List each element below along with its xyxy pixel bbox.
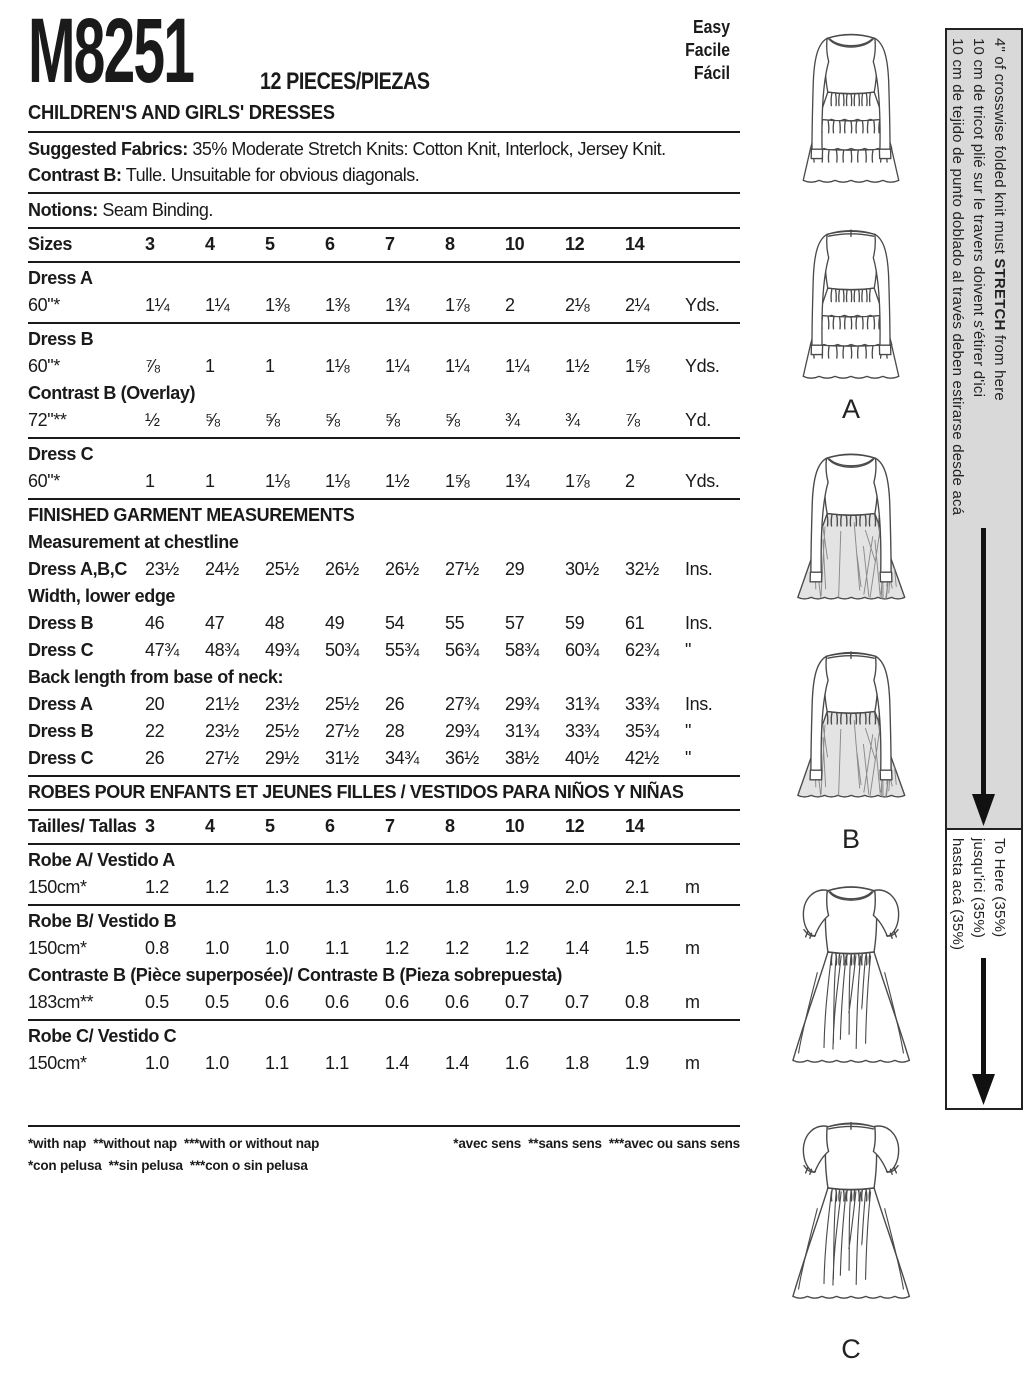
table-section-4 [28,500,740,777]
value-cell: 26 [145,748,165,768]
unit-cell: Yds. [685,471,720,491]
value-cell: 56¾ [445,640,479,660]
value-cell: ⅞ [625,410,640,430]
value-cell: 1.2 [205,877,229,897]
table-section-3 [28,439,740,500]
value-cell: 23½ [265,694,299,714]
value-cell: 7 [385,816,395,836]
value-cell: 33¾ [625,694,659,714]
value-cell: 47 [205,613,225,633]
sizes-header-row [28,813,740,840]
value-cell: 55¾ [385,640,419,660]
unit-cell: Yds. [685,356,720,376]
section-heading: Dress A [28,268,93,288]
section-heading: Robe A/ Vestido A [28,850,175,870]
main-column [28,0,740,1177]
value-cell: 25½ [325,694,359,714]
footnotes-left [28,1133,319,1177]
value-cell: 4 [205,234,215,254]
table-section-2 [28,324,740,439]
unit-cell: " [685,748,691,768]
value-cell: ½ [145,410,160,430]
value-cell: 1 [205,471,215,491]
value-cell: 1¼ [205,295,230,315]
section-heading: ROBES POUR ENFANTS ET JEUNES FILLES / VESTIDOS PARA NIÑOS Y NIÑAS [28,782,684,802]
value-cell: 27½ [325,721,359,741]
value-cell: 1.9 [505,877,529,897]
value-cell: 48 [265,613,285,633]
value-cell: 1⅝ [445,471,470,491]
value-cell: 1¼ [145,295,170,315]
stretch-to-here-panel [945,828,1023,1110]
value-cell: 10 [505,234,525,254]
difficulty-fr: Facile [685,40,730,60]
stretch-text-fr: 10 cm de tricot plié sur le travers doivent s'étirer d'ici [970,38,987,398]
values-row [28,1050,740,1077]
values-row [28,407,740,434]
to-here-es: hasta acá (35%) [949,838,966,951]
value-cell: 1½ [565,356,590,376]
value-cell: 1½ [385,471,410,491]
value-cell: 25½ [265,559,299,579]
row-label: Dress B [28,721,94,741]
value-cell: 1.1 [265,1053,289,1073]
table-section-8 [28,906,740,1021]
value-cell: 8 [445,234,455,254]
value-cell: 24½ [205,559,239,579]
footnotes-right [453,1133,740,1177]
footnote-en: *with nap **without nap ***with or without nap [28,1136,320,1151]
section-heading: Robe C/ Vestido C [28,1026,177,1046]
arrow-down-icon [947,528,1020,830]
dress-b-back-illustration [776,644,926,824]
value-cell: 0.7 [505,992,529,1012]
section-heading: Contraste B (Pièce superposée)/ Contraste B (Pieza sobrepuesta) [28,965,562,985]
value-cell: 12 [565,234,585,254]
section-heading: Dress C [28,444,94,464]
value-cell: 1.4 [385,1053,409,1073]
arrow-down-icon [947,958,1020,1108]
value-cell: 7 [385,234,395,254]
value-cell: 1¾ [385,295,410,315]
footnote-fr: *avec sens **sans sens ***avec ou sans sens [453,1136,740,1151]
stretch-text-en-post: from here [991,330,1008,401]
value-cell: 42½ [625,748,659,768]
row-label: 60"* [28,471,60,491]
values-row [28,292,740,319]
value-cell: 1.0 [205,938,229,958]
value-cell: 2¼ [625,295,650,315]
unit-cell: m [685,1053,700,1073]
value-cell: 55 [445,613,465,633]
value-cell: 14 [625,816,645,836]
unit-cell: " [685,640,691,660]
row-label: 72"** [28,410,67,430]
section-heading: Contrast B (Overlay) [28,383,196,403]
value-cell: 2.1 [625,877,649,897]
value-cell: 49¾ [265,640,299,660]
table-section-5 [28,777,740,811]
value-cell: 1.5 [625,938,649,958]
value-cell: 35¾ [625,721,659,741]
values-row [28,610,740,637]
row-label: 183cm** [28,992,94,1012]
value-cell: 2 [625,471,635,491]
value-cell: 2⅛ [565,295,590,315]
row-label: Dress B [28,613,94,633]
row-label: 60"* [28,356,60,376]
value-cell: ⅝ [445,410,460,430]
value-cell: 38½ [505,748,539,768]
section-heading: Measurement at chestline [28,532,239,552]
value-cell: 54 [385,613,405,633]
section-heading: Back length from base of neck: [28,667,284,687]
value-cell: 1¾ [505,471,530,491]
value-cell: 5 [265,816,275,836]
value-cell: 3 [145,234,155,254]
value-cell: 28 [385,721,405,741]
value-cell: 12 [565,816,585,836]
value-cell: 5 [265,234,275,254]
row-label: Dress A,B,C [28,559,127,579]
value-cell: 29 [505,559,525,579]
stretch-text-es: 10 cm de tejido de punto doblado al través deben estirarse desde acá [949,38,966,516]
value-cell: 21½ [205,694,239,714]
view-label-b: B [841,824,860,854]
value-cell: 49 [325,613,345,633]
value-cell: 3 [145,816,155,836]
notions-block [28,194,740,229]
yardage-and-measurement-tables [28,229,740,1127]
value-cell: 1.2 [385,938,409,958]
value-cell: 33¾ [565,721,599,741]
pattern-number: M8251 [28,0,194,102]
values-row [28,353,740,380]
value-cell: 0.5 [205,992,229,1012]
value-cell: 1.2 [145,877,169,897]
value-cell: 1.8 [445,877,469,897]
row-label: Dress C [28,748,94,768]
value-cell: 1⅞ [445,295,470,315]
value-cell: 1⅛ [265,471,290,491]
values-row [28,874,740,901]
difficulty-levels [685,16,730,85]
value-cell: 1⅛ [325,471,350,491]
value-cell: 47¾ [145,640,179,660]
unit-cell: m [685,877,700,897]
value-cell: 1⅞ [565,471,590,491]
value-cell: ⅞ [145,356,160,376]
value-cell: 0.8 [145,938,169,958]
suggested-fabrics-label: Suggested Fabrics: [28,139,188,159]
values-row [28,637,740,664]
table-section-9 [28,1021,740,1127]
values-row [28,935,740,962]
pieces-count: 12 PIECES/PIEZAS [260,68,430,95]
notions-text: Seam Binding. [102,200,213,220]
value-cell: 22 [145,721,165,741]
row-label: 150cm* [28,877,87,897]
value-cell: 26½ [385,559,419,579]
difficulty-en: Easy [692,17,730,37]
value-cell: 2 [505,295,515,315]
section-heading: Dress B [28,329,94,349]
value-cell: 31¾ [505,721,539,741]
value-cell: 4 [205,816,215,836]
dress-c-front-illustration [774,876,928,1088]
footnotes [28,1133,740,1177]
value-cell: 48¾ [205,640,239,660]
value-cell: 1.6 [385,877,409,897]
row-label: Dress C [28,640,94,660]
value-cell: 1.8 [565,1053,589,1073]
value-cell: 10 [505,816,525,836]
value-cell: 1.0 [265,938,289,958]
notions-line [28,197,740,223]
value-cell: 8 [445,816,455,836]
value-cell: 61 [625,613,645,633]
section-heading: Width, lower edge [28,586,176,606]
difficulty-es: Fácil [693,63,730,83]
value-cell: 6 [325,816,335,836]
table-section-0 [28,229,740,263]
value-cell: 50¾ [325,640,359,660]
value-cell: 1.0 [205,1053,229,1073]
unit-cell: Yds. [685,295,720,315]
notions-label: Notions: [28,200,98,220]
values-row [28,556,740,583]
suggested-fabrics-text: 35% Moderate Stretch Knits: Cotton Knit, Interlock, Jersey Knit. [192,139,666,159]
table-section-7 [28,845,740,906]
value-cell: 1.1 [325,938,349,958]
value-cell: 1 [145,471,155,491]
row-label: 150cm* [28,1053,87,1073]
unit-cell: Yd. [685,410,711,430]
table-section-1 [28,263,740,324]
view-label-a: A [841,394,860,424]
contrast-text: Tulle. Unsuitable for obvious diagonals. [125,165,420,185]
value-cell: 1¼ [505,356,530,376]
table-section-6 [28,811,740,845]
value-cell: 20 [145,694,165,714]
to-here-en: To Here (35%) [991,838,1008,938]
value-cell: 14 [625,234,645,254]
value-cell: 1.3 [265,877,289,897]
value-cell: 1¼ [445,356,470,376]
section-heading: FINISHED GARMENT MEASUREMENTS [28,505,355,525]
fabrics-block [28,133,740,194]
value-cell: 57 [505,613,525,633]
value-cell: 0.6 [325,992,349,1012]
view-label-c: C [841,1334,861,1364]
value-cell: 1¼ [385,356,410,376]
value-cell: 1.9 [625,1053,649,1073]
unit-cell: m [685,938,700,958]
to-here-text [947,830,1013,958]
value-cell: 26 [385,694,405,714]
value-cell: 40½ [565,748,599,768]
value-cell: ⅝ [265,410,280,430]
value-cell: 0.6 [385,992,409,1012]
unit-cell: Ins. [685,694,713,714]
values-row [28,468,740,495]
unit-cell: Ins. [685,559,713,579]
dress-b-front-illustration [776,446,926,626]
value-cell: ¾ [565,410,580,430]
stretch-text-en-pre: 4" of crosswise folded knit must [991,38,1008,259]
value-cell: 1.6 [505,1053,529,1073]
sizes-header-row [28,231,740,258]
value-cell: 58¾ [505,640,539,660]
value-cell: 62¾ [625,640,659,660]
value-cell: ⅝ [205,410,220,430]
value-cell: 23½ [145,559,179,579]
value-cell: 29¾ [445,721,479,741]
dress-c-back-illustration [774,1112,928,1324]
value-cell: 32½ [625,559,659,579]
value-cell: 26½ [325,559,359,579]
value-cell: 0.5 [145,992,169,1012]
value-cell: 0.7 [565,992,589,1012]
value-cell: 31½ [325,748,359,768]
row-label: Tailles/ Tallas [28,816,137,836]
dress-a-back-illustration [778,222,924,398]
to-here-fr: jusqu'ici (35%) [970,838,987,939]
row-label: Dress A [28,694,93,714]
value-cell: 1 [265,356,275,376]
values-row [28,718,740,745]
value-cell: 0.8 [625,992,649,1012]
page-title: CHILDREN'S AND GIRLS' DRESSES [28,102,335,124]
value-cell: 29½ [265,748,299,768]
contrast-line [28,162,740,188]
value-cell: 25½ [265,721,299,741]
unit-cell: " [685,721,691,741]
header [28,0,740,102]
value-cell: ⅝ [385,410,400,430]
value-cell: 1.1 [325,1053,349,1073]
section-heading: Robe B/ Vestido B [28,911,177,931]
value-cell: 23½ [205,721,239,741]
values-row [28,691,740,718]
stretch-gauge-panel [945,28,1023,830]
values-row [28,989,740,1016]
value-cell: 30½ [565,559,599,579]
dress-a-front-illustration [778,26,924,202]
values-row [28,745,740,772]
value-cell: 1.2 [505,938,529,958]
stretch-text-en-bold: STRETCH [991,258,1008,331]
value-cell: 1⅜ [265,295,290,315]
contrast-label: Contrast B: [28,165,122,185]
value-cell: 1.3 [325,877,349,897]
value-cell: 1.4 [445,1053,469,1073]
value-cell: 46 [145,613,165,633]
suggested-fabrics-line [28,136,740,162]
value-cell: 34¾ [385,748,419,768]
value-cell: 27½ [205,748,239,768]
value-cell: 59 [565,613,585,633]
value-cell: 1.2 [445,938,469,958]
value-cell: 2.0 [565,877,589,897]
value-cell: 29¾ [505,694,539,714]
value-cell: 27¾ [445,694,479,714]
value-cell: 0.6 [265,992,289,1012]
unit-cell: Ins. [685,613,713,633]
value-cell: 1⅝ [625,356,650,376]
garment-views-column [760,0,950,1386]
value-cell: 1.4 [565,938,589,958]
value-cell: 1⅜ [325,295,350,315]
value-cell: 1.0 [145,1053,169,1073]
value-cell: 1⅛ [325,356,350,376]
value-cell: 0.6 [445,992,469,1012]
value-cell: 1 [205,356,215,376]
value-cell: 6 [325,234,335,254]
value-cell: 31¾ [565,694,599,714]
value-cell: 36½ [445,748,479,768]
value-cell: ¾ [505,410,520,430]
value-cell: ⅝ [325,410,340,430]
value-cell: 27½ [445,559,479,579]
footnote-es: *con pelusa **sin pelusa ***con o sin pelusa [28,1158,308,1173]
row-label: Sizes [28,234,73,254]
row-label: 60"* [28,295,60,315]
row-label: 150cm* [28,938,87,958]
unit-cell: m [685,992,700,1012]
value-cell: 60¾ [565,640,599,660]
title-block [28,98,740,133]
